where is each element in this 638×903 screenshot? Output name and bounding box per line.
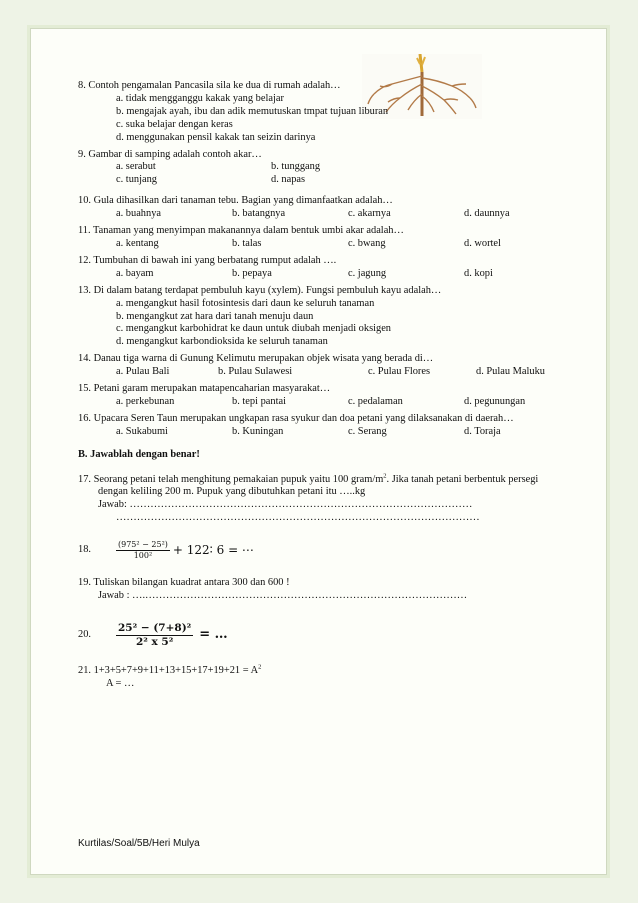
question-stem: 12. Tumbuhan di bawah ini yang berbatang rumput adalah …. [78,254,337,266]
question-list [78,80,560,695]
stem-part: 21. 1+3+5+7+9+11+13+15+17+19+21 = A [78,665,259,676]
option: a. Pulau Bali [116,366,170,378]
question-10 [78,195,560,221]
option: d. mengangkut karbondioksida ke seluruh tanaman [116,336,328,348]
option: c. bwang [348,237,386,249]
option: c. jagung [348,267,387,279]
option: b. batangnya [232,208,286,220]
option: d. kopi [464,267,493,279]
option: a. tidak mengganggu kakak yang belajar [116,92,284,104]
option: b. tepi pantai [232,395,286,407]
answer-line: Jawab: ……………………………………………………………………………………… [98,499,473,511]
numerator: 25² − (7+8)² [118,621,192,634]
answer-line: …………………………………………………………………………………………… [116,512,480,524]
question-12 [78,255,560,281]
option: b. Kuningan [232,425,284,437]
option: d. napas [271,174,306,186]
question-stem [78,665,560,678]
denominator: 100² [133,550,153,560]
page-footer: Kurtilas/Soal/5B/Heri Mulya [78,838,200,849]
option: c. akarnya [348,208,391,220]
question-18 [78,535,560,565]
stem-part: . Jika tanah petani berbentuk persegi dengan keliling 200 m. Pupuk yang dibutuhkan petani itu …..kg [98,473,539,498]
answer-line: Jawab : ….………………………………………………………………………………… [98,590,468,602]
option: b. mengangkut zat hara dari tanah menuju daun [116,310,314,322]
option: a. bayam [116,267,154,279]
question-14 [78,353,560,379]
section-heading: B. Jawablah dengan benar! [78,448,200,460]
answer-line: A = … [106,677,135,689]
options-row [78,174,560,187]
options-row [78,208,560,221]
question-stem: 9. Gambar di samping adalah contoh akar… [78,148,262,160]
option: a. perkebunan [116,395,175,407]
superscript: 2 [383,472,387,480]
options-row [78,396,560,409]
question-stem: 11. Tanaman yang menyimpan makanannya dalam bentuk umbi akar adalah… [78,225,404,237]
options-row [78,426,560,439]
option: c. Pulau Flores [368,366,431,378]
option: b. tunggang [271,161,321,173]
question-11 [78,225,560,251]
option: b. Pulau Sulawesi [218,366,293,378]
fraction [116,540,170,561]
option: c. pedalaman [348,395,403,407]
expression-rest: = … [199,626,228,642]
options-row [78,161,560,174]
question-stem: 19. Tuliskan bilangan kuadrat antara 300 dan 600 ! [78,577,290,589]
option: a. serabut [116,161,156,173]
question-15 [78,383,560,409]
option: b. mengajak ayah, ibu dan adik memutuskan tmpat tujuan liburan [116,105,389,117]
option: d. pegunungan [464,395,526,407]
options-row [78,366,560,379]
question-stem [78,474,560,500]
option: c. mengangkut karbohidrat ke daun untuk diubah menjadi oksigen [116,323,391,335]
option: d. Pulau Maluku [476,366,545,378]
question-stem: 10. Gula dihasilkan dari tanaman tebu. Bagian yang dimanfaatkan adalah… [78,195,393,207]
option: a. Sukabumi [116,425,168,437]
question-8 [78,80,560,145]
option: c. tunjang [116,174,157,186]
question-19 [78,577,560,603]
options-row [78,268,560,281]
option: a. buahnya [116,208,162,220]
question-16 [78,413,560,439]
question-stem: 16. Upacara Seren Taun merupakan ungkapan rasa syukur dan doa petani yang dilaksanakan di daerah… [78,412,514,424]
option: c. suka belajar dengan keras [116,118,233,130]
option: b. talas [232,237,262,249]
option: a. kentang [116,237,159,249]
question-9 [78,149,560,188]
question-stem: 15. Petani garam merupakan matapencaharian masyarakat… [78,383,331,395]
question-stem: 8. Contoh pengamalan Pancasila sila ke dua di rumah adalah… [78,80,341,91]
numerator: (975² − 25²) [118,539,168,549]
option: a. mengangkut hasil fotosintesis dari daun ke seluruh tanaman [116,297,375,309]
denominator: 2² x 5² [135,635,174,648]
option: d. daunnya [464,208,510,220]
stem-part: 17. Seorang petani telah menghitung pemakaian pupuk yaitu 100 gram/m [78,473,384,485]
question-stem: 14. Danau tiga warna di Gunung Kelimutu merupakan objek wisata yang berada di… [78,353,434,365]
expression-rest: + 122∶ 6 = ⋯ [172,542,254,557]
question-20 [78,617,560,653]
fraction [116,622,193,649]
superscript: 2 [258,663,262,671]
option: c. Serang [348,425,387,437]
question-21 [78,665,560,691]
question-17 [78,474,560,526]
option: d. menggunakan pensil kakak tan seizin darinya [116,131,316,143]
question-13 [78,285,560,350]
question-number: 20. [78,628,91,640]
option: d. wortel [464,237,501,249]
options-row [78,238,560,251]
option: b. pepaya [232,267,272,279]
option: d. Toraja [464,425,501,437]
question-stem: 13. Di dalam batang terdapat pembuluh kayu (xylem). Fungsi pembuluh kayu adalah… [78,284,442,296]
question-number: 18. [78,543,91,555]
